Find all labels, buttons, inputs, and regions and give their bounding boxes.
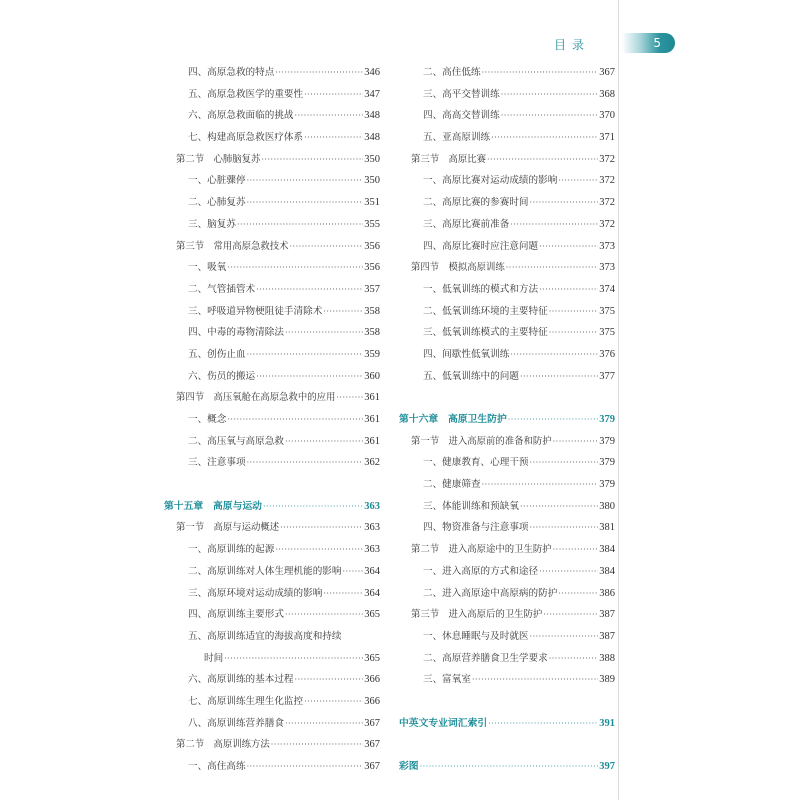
toc-leader-dots	[263, 496, 363, 518]
toc-subsection-entry[interactable]	[164, 322, 380, 344]
toc-leader-dots	[530, 517, 599, 539]
toc-page-number: 379	[599, 479, 615, 491]
toc-page-number: 359	[364, 348, 380, 360]
toc-page-number: 355	[364, 218, 380, 230]
toc-subsection-entry[interactable]	[399, 301, 615, 323]
toc-leader-dots	[285, 604, 363, 626]
toc-page-number: 375	[599, 305, 615, 317]
toc-page-number: 363	[364, 522, 380, 534]
toc-entry-label: 二、高原营养膳食卫生学要求	[423, 652, 548, 664]
toc-entry-label: 四、高原训练主要形式	[188, 609, 284, 621]
toc-subsection-entry[interactable]	[164, 62, 380, 84]
page-number-badge: 5	[622, 33, 675, 53]
toc-leader-dots	[472, 669, 598, 691]
toc-page-number: 363	[364, 544, 380, 556]
toc-leader-dots	[247, 452, 364, 474]
toc-subsection-entry[interactable]	[164, 192, 380, 214]
toc-subsection-entry[interactable]	[399, 648, 615, 670]
toc-subsection-entry[interactable]	[399, 214, 615, 236]
toc-section-entry[interactable]	[399, 539, 615, 561]
toc-entry-label: 第一节 高原与运动概述	[176, 522, 280, 534]
toc-subsection-entry[interactable]	[399, 561, 615, 583]
toc-page-number: 361	[364, 392, 380, 404]
toc-subsection-entry[interactable]	[164, 366, 380, 388]
toc-leader-dots	[491, 127, 598, 149]
toc-page-number: 358	[364, 327, 380, 339]
toc-entry-label: 一、吸氧	[188, 262, 227, 274]
toc-subsection-entry[interactable]	[399, 170, 615, 192]
toc-subsection-entry[interactable]	[164, 561, 380, 583]
toc-page-number: 384	[599, 544, 615, 556]
toc-section-entry[interactable]	[399, 149, 615, 171]
toc-page-number: 372	[599, 153, 615, 165]
toc-subsection-entry[interactable]	[399, 62, 615, 84]
toc-subsection-entry[interactable]	[164, 626, 380, 648]
toc-section-entry[interactable]	[164, 517, 380, 539]
toc-leader-dots	[558, 170, 598, 192]
toc-page-number: 348	[364, 110, 380, 122]
toc-entry-label: 七、高原训练生理生化监控	[188, 695, 304, 707]
toc-leader-dots	[508, 409, 598, 431]
toc-subsection-entry[interactable]	[399, 322, 615, 344]
toc-page-number: 367	[364, 739, 380, 751]
toc-spacer	[399, 734, 615, 756]
toc-leader-dots	[482, 62, 599, 84]
toc-subsection-entry[interactable]	[164, 583, 380, 605]
toc-leader-dots	[227, 257, 363, 279]
toc-leader-dots	[539, 236, 598, 258]
toc-entry-label: 三、注意事项	[188, 457, 246, 469]
toc-entry-label: 三、高平交替训练	[423, 88, 500, 100]
toc-page-number: 387	[599, 609, 615, 621]
toc-leader-dots	[227, 409, 363, 431]
toc-page-number: 356	[364, 262, 380, 274]
toc-leader-dots	[501, 105, 599, 127]
toc-page-number: 379	[599, 457, 615, 469]
toc-page-number: 387	[599, 630, 615, 642]
toc-leader-dots	[553, 431, 599, 453]
toc-page-number: 348	[364, 132, 380, 144]
toc-entry-label: 五、创伤止血	[188, 348, 246, 360]
toc-spacer	[399, 691, 615, 713]
toc-entry-label: 第一节 进入高原前的准备和防护	[411, 435, 552, 447]
toc-subsection-entry[interactable]	[164, 105, 380, 127]
toc-entry-label: 三、富氧室	[423, 674, 471, 686]
toc-leader-dots	[553, 539, 599, 561]
toc-leader-dots	[275, 62, 363, 84]
toc-leader-dots	[336, 387, 363, 409]
toc-entry-label: 四、物资准备与注意事项	[423, 522, 529, 534]
toc-subsection-entry[interactable]	[164, 756, 380, 778]
toc-page-number: 368	[599, 88, 615, 100]
toc-page-number: 366	[364, 695, 380, 707]
toc-entry-label: 三、高原比赛前准备	[423, 218, 510, 230]
toc-subsection-entry[interactable]	[164, 539, 380, 561]
toc-section-entry[interactable]	[164, 149, 380, 171]
toc-entry-label: 第十六章 高原卫生防护	[399, 414, 507, 425]
toc-subsection-entry[interactable]	[399, 626, 615, 648]
toc-subsection-entry[interactable]	[399, 474, 615, 496]
toc-leader-dots	[539, 279, 598, 301]
toc-subsection-entry[interactable]	[164, 452, 380, 474]
toc-entry-label: 二、高原训练对人体生理机能的影响	[188, 565, 342, 577]
toc-subsection-entry[interactable]	[399, 344, 615, 366]
toc-spacer	[164, 474, 380, 496]
toc-entry-label: 三、高原环境对运动成绩的影响	[188, 587, 323, 599]
toc-page-number: 360	[364, 370, 380, 382]
toc-entry-label: 一、进入高原的方式和途径	[423, 565, 539, 577]
toc-section-entry[interactable]	[164, 387, 380, 409]
toc-leader-dots	[247, 170, 364, 192]
toc-entry-label: 四、间歇性低氧训练	[423, 348, 510, 360]
toc-entry-label: 三、低氧训练模式的主要特征	[423, 327, 548, 339]
toc-page-number: 356	[364, 240, 380, 252]
toc-subsection-entry[interactable]	[164, 344, 380, 366]
toc-entry-label: 二、心肺复苏	[188, 197, 246, 209]
toc-page-number: 366	[364, 674, 380, 686]
toc-leader-dots	[256, 279, 363, 301]
toc-subsection-entry[interactable]	[164, 127, 380, 149]
toc-leader-dots	[323, 301, 363, 323]
toc-subsection-entry[interactable]	[164, 214, 380, 236]
toc-entry-label: 七、构建高原急救医疗体系	[188, 132, 304, 144]
toc-page-number: 363	[364, 500, 380, 512]
toc-entry-label: 一、休息睡眠与及时就医	[423, 630, 529, 642]
toc-entry-label: 第三节 高原比赛	[411, 153, 487, 165]
toc-page-number: 361	[364, 414, 380, 425]
toc-leader-dots	[510, 344, 598, 366]
toc-subsection-entry[interactable]	[164, 669, 380, 691]
toc-leader-dots	[530, 626, 599, 648]
toc-subsection-entry[interactable]	[399, 517, 615, 539]
toc-leader-dots	[304, 127, 363, 149]
toc-subsection-entry[interactable]	[399, 279, 615, 301]
toc-page-number: 374	[599, 283, 615, 295]
toc-section-entry[interactable]	[164, 734, 380, 756]
toc-leader-dots	[261, 149, 363, 171]
toc-leader-dots	[247, 756, 364, 778]
toc-leader-dots	[558, 583, 598, 605]
toc-subsection-entry[interactable]	[399, 192, 615, 214]
toc-page-number: 397	[599, 761, 615, 772]
toc-leader-dots	[482, 474, 599, 496]
toc-page-number: 346	[364, 67, 380, 78]
toc-leader-dots	[520, 366, 598, 388]
toc-entry-label: 第四节 模拟高原训练	[411, 262, 505, 274]
toc-entry-label: 二、气管插管术	[188, 283, 256, 295]
toc-page-number: 377	[599, 370, 615, 382]
toc-page-number: 373	[599, 240, 615, 252]
toc-entry-label: 第四节 高压氧舱在高原急救中的应用	[176, 392, 336, 404]
toc-right-column	[399, 62, 615, 778]
toc-entry-label: 四、高原急救的特点	[188, 67, 275, 78]
toc-chapter-entry[interactable]	[399, 409, 615, 431]
toc-leader-dots	[530, 452, 599, 474]
toc-entry-label: 四、高高交替训练	[423, 110, 500, 122]
toc-entry-label: 四、中毒的毒物清除法	[188, 327, 284, 339]
toc-page-number: 379	[599, 414, 615, 425]
toc-leader-dots	[343, 561, 364, 583]
toc-entry-label: 三、体能训练和预缺氧	[423, 500, 519, 512]
toc-leader-dots	[280, 517, 363, 539]
toc-subsection-entry[interactable]	[399, 105, 615, 127]
toc-leader-dots	[285, 713, 363, 735]
toc-entry-label: 第二节 高原训练方法	[176, 739, 270, 751]
toc-entry-label: 第三节 常用高原急救技术	[176, 240, 289, 252]
toc-entry-label: 六、高原急救面临的挑战	[188, 110, 294, 122]
toc-entry-label: 彩图	[399, 761, 419, 772]
toc-entry-label: 中英文专业词汇索引	[399, 717, 488, 729]
toc-entry-label: 六、高原训练的基本过程	[188, 674, 294, 686]
toc-leader-dots	[224, 648, 363, 670]
toc-entry-label: 一、心脏骤停	[188, 175, 246, 187]
toc-entry-label: 一、概念	[188, 414, 227, 425]
toc-page-number: 364	[364, 587, 380, 599]
toc-left-column	[164, 62, 380, 778]
toc-page-number: 357	[364, 283, 380, 295]
toc-page-number: 373	[599, 262, 615, 274]
toc-subsection-entry[interactable]	[164, 301, 380, 323]
toc-entry-label: 第十五章 高原与运动	[164, 500, 262, 512]
toc-leader-dots	[247, 344, 364, 366]
toc-subsection-entry[interactable]	[399, 84, 615, 106]
toc-leader-dots	[323, 583, 363, 605]
toc-page-number: 372	[599, 197, 615, 209]
toc-entry-label: 五、高原急救医学的重要性	[188, 88, 304, 100]
toc-entry-label: 二、进入高原途中高原病的防护	[423, 587, 558, 599]
toc-page-number: 367	[364, 761, 380, 772]
toc-section-entry[interactable]	[399, 257, 615, 279]
toc-leader-dots	[285, 322, 363, 344]
toc-entry-label: 八、高原训练营养膳食	[188, 717, 284, 729]
toc-leader-dots	[271, 734, 363, 756]
toc-section-entry[interactable]	[399, 604, 615, 626]
toc-subsection-entry[interactable]	[164, 84, 380, 106]
toc-leader-dots	[275, 539, 363, 561]
toc-page-number: 389	[599, 674, 615, 686]
toc-entry-label: 一、健康教育、心理干预	[423, 457, 529, 469]
toc-page-number: 367	[599, 67, 615, 78]
toc-page-number: 350	[364, 175, 380, 187]
toc-entry-label: 二、高原比赛的参赛时间	[423, 197, 529, 209]
toc-subsection-entry[interactable]	[164, 713, 380, 735]
toc-leader-dots	[304, 84, 363, 106]
toc-leader-dots	[420, 756, 599, 778]
toc-page-number: 361	[364, 435, 380, 447]
toc-leader-dots	[295, 669, 364, 691]
toc-page-number: 362	[364, 457, 380, 469]
toc-page-number: 381	[599, 522, 615, 534]
toc-entry-label: 二、高压氧与高原急救	[188, 435, 284, 447]
toc-leader-dots	[488, 713, 598, 735]
toc-page-number: 364	[364, 565, 380, 577]
toc-subsection-entry-continued[interactable]	[164, 648, 380, 670]
toc-page-number: 365	[364, 652, 380, 664]
toc-section-entry[interactable]	[164, 236, 380, 258]
toc-chapter-entry[interactable]	[164, 496, 380, 518]
toc-leader-dots	[506, 257, 598, 279]
toc-leader-dots	[520, 496, 598, 518]
toc-page-number: 365	[364, 609, 380, 621]
toc-leader-dots	[549, 648, 599, 670]
toc-leader-dots	[256, 366, 363, 388]
toc-page-number: 351	[364, 197, 380, 209]
toc-entry-label: 二、高住低练	[423, 67, 481, 78]
toc-subsection-entry[interactable]	[399, 366, 615, 388]
toc-page-number: 380	[599, 500, 615, 512]
toc-entry-label: 三、脑复苏	[188, 218, 236, 230]
toc-page-number: 367	[364, 717, 380, 729]
toc-chapter-entry[interactable]	[399, 756, 615, 778]
toc-leader-dots	[501, 84, 599, 106]
toc-entry-label: 四、高原比赛时应注意问题	[423, 240, 539, 252]
toc-leader-dots	[237, 214, 363, 236]
toc-subsection-entry[interactable]	[164, 431, 380, 453]
toc-page-number: 347	[364, 88, 380, 100]
toc-subsection-entry[interactable]	[164, 257, 380, 279]
toc-leader-dots	[285, 431, 363, 453]
toc-subsection-entry[interactable]	[399, 452, 615, 474]
toc-entry-label: 二、健康筛查	[423, 479, 481, 491]
toc-subsection-entry[interactable]	[164, 170, 380, 192]
toc-leader-dots	[530, 192, 599, 214]
toc-page-number: 379	[599, 435, 615, 447]
toc-page-number: 371	[599, 132, 615, 144]
toc-entry-label: 第三节 进入高原后的卫生防护	[411, 609, 543, 621]
toc-entry-label: 五、低氧训练中的问题	[423, 370, 519, 382]
toc-page-number: 376	[599, 348, 615, 360]
toc-subsection-entry[interactable]	[399, 127, 615, 149]
toc-page-number: 388	[599, 652, 615, 664]
toc-entry-label: 一、低氧训练的模式和方法	[423, 283, 539, 295]
toc-page-number: 370	[599, 110, 615, 122]
toc-page-number: 386	[599, 587, 615, 599]
toc-subsection-entry[interactable]	[164, 691, 380, 713]
toc-subsection-entry[interactable]	[399, 236, 615, 258]
toc-leader-dots	[304, 691, 363, 713]
toc-page-number: 372	[599, 175, 615, 187]
toc-entry-label: 三、呼吸道异物梗阻徒手清除术	[188, 305, 323, 317]
toc-subsection-entry[interactable]	[164, 279, 380, 301]
toc-leader-dots	[290, 236, 364, 258]
toc-leader-dots	[549, 322, 599, 344]
toc-page-number: 372	[599, 218, 615, 230]
toc-leader-dots	[549, 301, 599, 323]
toc-spacer	[399, 387, 615, 409]
toc-subsection-entry[interactable]	[399, 496, 615, 518]
toc-leader-dots	[543, 604, 598, 626]
toc-leader-dots	[510, 214, 598, 236]
toc-page-number: 350	[364, 153, 380, 165]
toc-subsection-entry[interactable]	[164, 409, 380, 431]
toc-subsection-entry[interactable]	[164, 604, 380, 626]
toc-entry-label: 六、伤员的搬运	[188, 370, 256, 382]
page-divider-line	[618, 0, 619, 800]
toc-leader-dots	[247, 192, 364, 214]
toc-leader-dots	[539, 561, 598, 583]
toc-entry-label: 二、低氧训练环境的主要特征	[423, 305, 548, 317]
toc-chapter-entry[interactable]	[399, 713, 615, 735]
toc-subsection-entry[interactable]	[399, 669, 615, 691]
toc-entry-label: 时间	[204, 652, 224, 664]
toc-entry-label: 五、高原训练适宜的海拔高度和持续	[188, 630, 342, 642]
toc-page-number: 375	[599, 327, 615, 339]
toc-page-number: 384	[599, 565, 615, 577]
toc-subsection-entry[interactable]	[399, 583, 615, 605]
toc-page-number: 358	[364, 305, 380, 317]
toc-entry-label: 一、高住高练	[188, 761, 246, 772]
toc-leader-dots	[295, 105, 364, 127]
toc-section-entry[interactable]	[399, 431, 615, 453]
toc-entry-label: 第二节 进入高原途中的卫生防护	[411, 544, 552, 556]
toc-header-title: 目录	[553, 38, 590, 52]
toc-entry-label: 第二节 心肺脑复苏	[176, 153, 261, 165]
toc-leader-dots	[487, 149, 598, 171]
toc-entry-label: 五、亚高原训练	[423, 132, 491, 144]
toc-entry-label: 一、高原训练的起源	[188, 544, 275, 556]
toc-page-number: 391	[599, 717, 615, 729]
toc-entry-label: 一、高原比赛对运动成绩的影响	[423, 175, 558, 187]
